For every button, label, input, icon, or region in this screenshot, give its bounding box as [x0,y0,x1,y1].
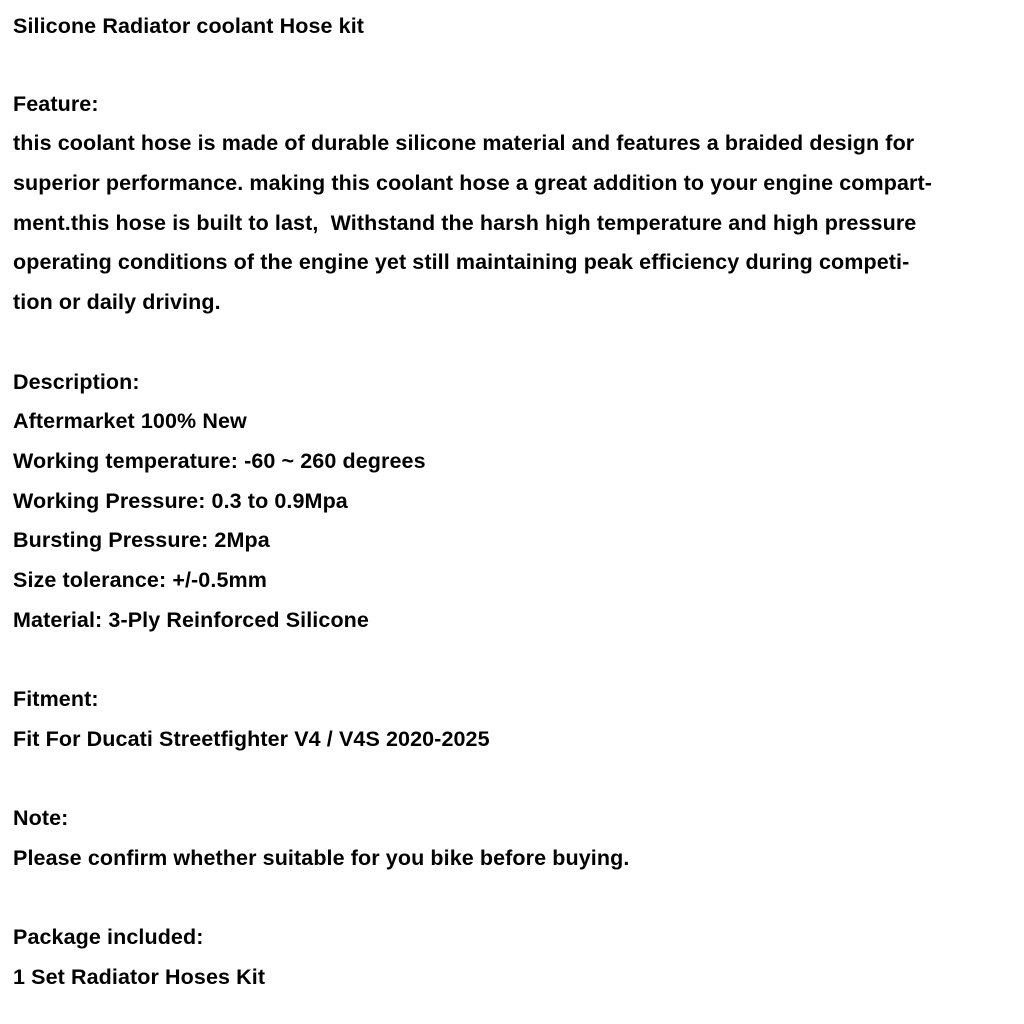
feature-line: tion or daily driving. [13,290,221,315]
spacer [13,323,1013,363]
description-line: Material: 3-Ply Reinforced Silicone [13,607,369,632]
package-line: 1 Set Radiator Hoses Kit [13,964,266,989]
feature-line: superior performance. making this coolant hose a great addition to your engine compart- [13,171,933,196]
product-description-document [13,7,1013,998]
description-line: Working temperature: -60 ~ 260 degrees [13,448,426,473]
feature-line: this coolant hose is made of durable silicone material and features a braided design for [13,131,915,156]
document-title: Silicone Radiator coolant Hose kit [13,14,365,38]
description-line: Bursting Pressure: 2Mpa [13,528,270,553]
feature-line: operating conditions of the engine yet still maintaining peak efficiency during competi- [13,250,910,275]
note-heading: Note: [13,806,69,831]
spacer [13,640,1013,680]
description-line: Size tolerance: +/-0.5mm [13,567,267,592]
spacer [13,878,1013,918]
fitment-line: Fit For Ducati Streetfighter V4 / V4S 2020-2025 [13,726,490,751]
description-line: Aftermarket 100% New [13,409,247,434]
feature-heading: Feature: [13,91,99,116]
spacer [13,45,1013,85]
description-line: Working Pressure: 0.3 to 0.9Mpa [13,488,348,513]
spacer [13,759,1013,799]
fitment-heading: Fitment: [13,687,99,711]
package-heading: Package included: [13,925,204,950]
description-heading: Description: [13,369,140,394]
note-line: Please confirm whether suitable for you bike before buying. [13,845,630,870]
feature-line: ment.this hose is built to last, Withstand the harsh high temperature and high pressure [13,210,917,235]
